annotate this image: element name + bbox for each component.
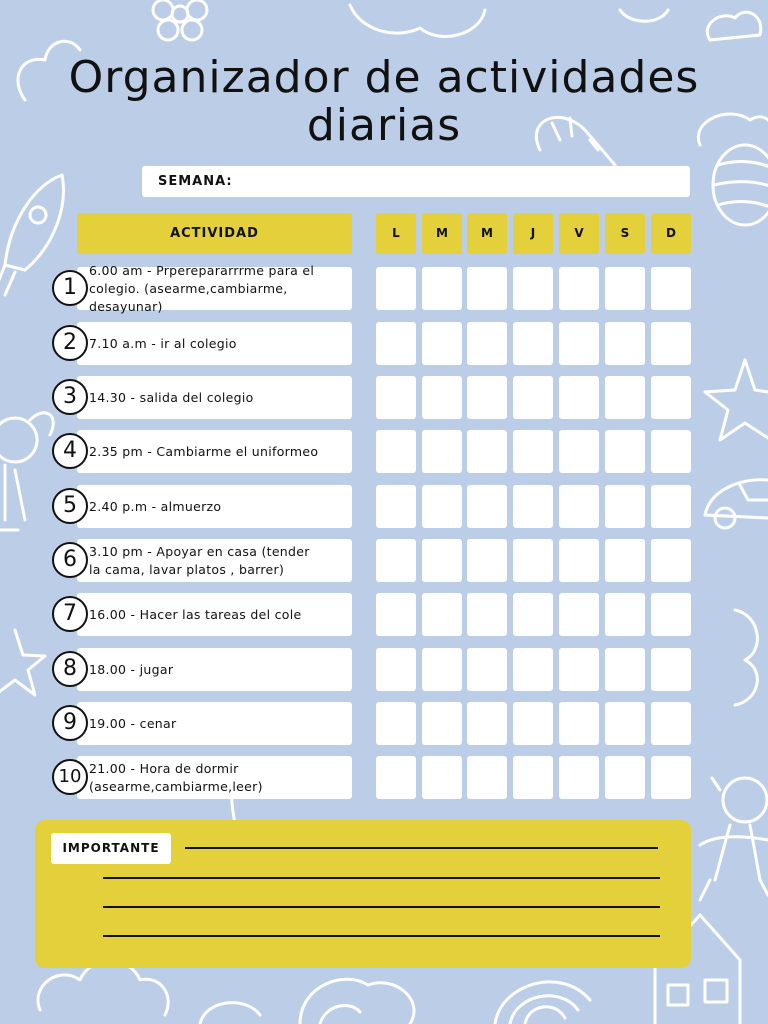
day-checkbox[interactable] [559, 376, 599, 419]
rainbow-doodle-icon [495, 982, 590, 1024]
day-checkbox[interactable] [467, 267, 507, 310]
day-checkbox[interactable] [651, 702, 691, 745]
note-line[interactable] [103, 877, 660, 879]
day-checkbox[interactable] [605, 539, 645, 582]
day-checkbox[interactable] [422, 376, 462, 419]
day-header: J [513, 213, 553, 254]
activity-box [77, 539, 352, 582]
day-checkbox[interactable] [467, 539, 507, 582]
day-checkbox[interactable] [422, 430, 462, 473]
actividad-header: ACTIVIDAD [77, 213, 352, 254]
day-checkbox[interactable] [513, 267, 553, 310]
day-checkbox[interactable] [467, 430, 507, 473]
day-checkbox[interactable] [376, 702, 416, 745]
semana-label: SEMANA: [158, 174, 233, 189]
day-checkbox[interactable] [513, 702, 553, 745]
activity-number: 9 [52, 705, 88, 741]
activity-box [77, 322, 352, 365]
activity-text: 2.40 p.m - almuerzo [89, 498, 222, 514]
day-checkbox[interactable] [513, 648, 553, 691]
day-checkbox[interactable] [422, 267, 462, 310]
day-checkbox[interactable] [467, 593, 507, 636]
day-checkbox[interactable] [376, 485, 416, 528]
day-checkbox[interactable] [376, 376, 416, 419]
day-checkbox[interactable] [513, 539, 553, 582]
day-checkbox[interactable] [422, 593, 462, 636]
activity-number: 4 [52, 433, 88, 469]
day-checkbox[interactable] [422, 702, 462, 745]
day-checkbox[interactable] [651, 485, 691, 528]
activity-box [77, 430, 352, 473]
day-checkbox[interactable] [376, 648, 416, 691]
day-checkbox[interactable] [376, 322, 416, 365]
day-checkbox[interactable] [376, 539, 416, 582]
rocket-doodle-icon [0, 175, 63, 295]
day-checkbox[interactable] [559, 648, 599, 691]
day-checkbox[interactable] [651, 267, 691, 310]
day-checkbox[interactable] [422, 485, 462, 528]
day-checkbox[interactable] [467, 322, 507, 365]
day-checkbox[interactable] [376, 430, 416, 473]
activity-box [77, 756, 352, 799]
car-doodle-icon [705, 480, 768, 528]
day-checkbox[interactable] [605, 322, 645, 365]
day-checkbox[interactable] [376, 267, 416, 310]
activity-number: 2 [52, 325, 88, 361]
note-line[interactable] [103, 935, 660, 937]
day-checkbox[interactable] [651, 322, 691, 365]
day-checkbox[interactable] [467, 702, 507, 745]
girl-doodle-icon [0, 413, 53, 530]
activity-number: 6 [52, 542, 88, 578]
swirl-doodle-icon [735, 610, 757, 705]
activity-number: 8 [52, 651, 88, 687]
day-checkbox[interactable] [559, 267, 599, 310]
note-line[interactable] [103, 906, 660, 908]
activity-number: 1 [52, 270, 88, 306]
flower-doodle-icon [153, 0, 207, 40]
day-checkbox[interactable] [467, 648, 507, 691]
activity-number: 3 [52, 379, 88, 415]
day-checkbox[interactable] [422, 648, 462, 691]
page-title-line2: diarias [306, 100, 462, 151]
day-checkbox[interactable] [513, 430, 553, 473]
day-checkbox[interactable] [422, 539, 462, 582]
activity-number: 7 [52, 596, 88, 632]
small-cloud-doodle-icon [620, 10, 761, 40]
day-checkbox[interactable] [422, 322, 462, 365]
activity-box [77, 702, 352, 745]
day-checkbox[interactable] [513, 485, 553, 528]
day-checkbox[interactable] [559, 322, 599, 365]
activity-text: 21.00 - Hora de dormir (asearme,cambiarme,leer) [89, 760, 263, 794]
day-checkbox[interactable] [651, 376, 691, 419]
day-checkbox[interactable] [559, 485, 599, 528]
day-checkbox[interactable] [467, 376, 507, 419]
day-header: M [422, 213, 462, 254]
day-checkbox[interactable] [651, 539, 691, 582]
activity-text: 19.00 - cenar [89, 715, 177, 731]
day-checkbox[interactable] [513, 593, 553, 636]
day-checkbox[interactable] [559, 593, 599, 636]
activity-number: 5 [52, 488, 88, 524]
day-checkbox[interactable] [605, 756, 645, 799]
activity-text: 3.10 pm - Apoyar en casa (tender la cama, lavar platos , barrer) [89, 543, 310, 577]
day-checkbox[interactable] [559, 756, 599, 799]
day-checkbox[interactable] [605, 485, 645, 528]
importante-label: IMPORTANTE [51, 833, 171, 864]
day-checkbox[interactable] [605, 593, 645, 636]
day-checkbox[interactable] [651, 648, 691, 691]
day-checkbox[interactable] [376, 756, 416, 799]
day-checkbox[interactable] [651, 593, 691, 636]
page-title: Organizador de actividades [68, 52, 700, 103]
activity-number: 10 [52, 759, 88, 795]
day-checkbox[interactable] [605, 702, 645, 745]
day-checkbox[interactable] [605, 267, 645, 310]
activity-text: 6.00 am - Prperepararrrme para el colegio. (asearme,cambiarme, desayunar) [89, 262, 315, 314]
activity-box [77, 648, 352, 691]
activity-box [77, 376, 352, 419]
day-checkbox[interactable] [513, 322, 553, 365]
day-checkbox[interactable] [513, 376, 553, 419]
day-checkbox[interactable] [651, 430, 691, 473]
day-checkbox[interactable] [422, 756, 462, 799]
day-checkbox[interactable] [605, 376, 645, 419]
semana-field[interactable] [142, 166, 690, 197]
activity-text: 16.00 - Hacer las tareas del cole [89, 606, 302, 622]
day-header: S [605, 213, 645, 254]
note-line[interactable] [185, 847, 658, 849]
activity-text: 14.30 - salida del colegio [89, 389, 254, 405]
day-checkbox[interactable] [467, 756, 507, 799]
day-checkbox[interactable] [605, 430, 645, 473]
boy-doodle-icon [700, 778, 768, 900]
activity-box [77, 262, 352, 314]
activity-text: 18.00 - jugar [89, 661, 174, 677]
activity-text: 2.35 pm - Cambiarme el uniformeo [89, 443, 319, 459]
day-header: D [651, 213, 691, 254]
day-header: M [467, 213, 507, 254]
day-checkbox[interactable] [376, 593, 416, 636]
activity-text: 7.10 a.m - ir al colegio [89, 335, 237, 351]
day-checkbox[interactable] [651, 756, 691, 799]
day-checkbox[interactable] [467, 485, 507, 528]
activity-box [77, 485, 352, 528]
day-checkbox[interactable] [513, 756, 553, 799]
day-header: V [559, 213, 599, 254]
day-checkbox[interactable] [559, 430, 599, 473]
day-checkbox[interactable] [605, 648, 645, 691]
day-checkbox[interactable] [559, 539, 599, 582]
day-header: L [376, 213, 416, 254]
day-checkbox[interactable] [559, 702, 599, 745]
activity-box [77, 593, 352, 636]
sun-doodle-icon [300, 979, 414, 1024]
